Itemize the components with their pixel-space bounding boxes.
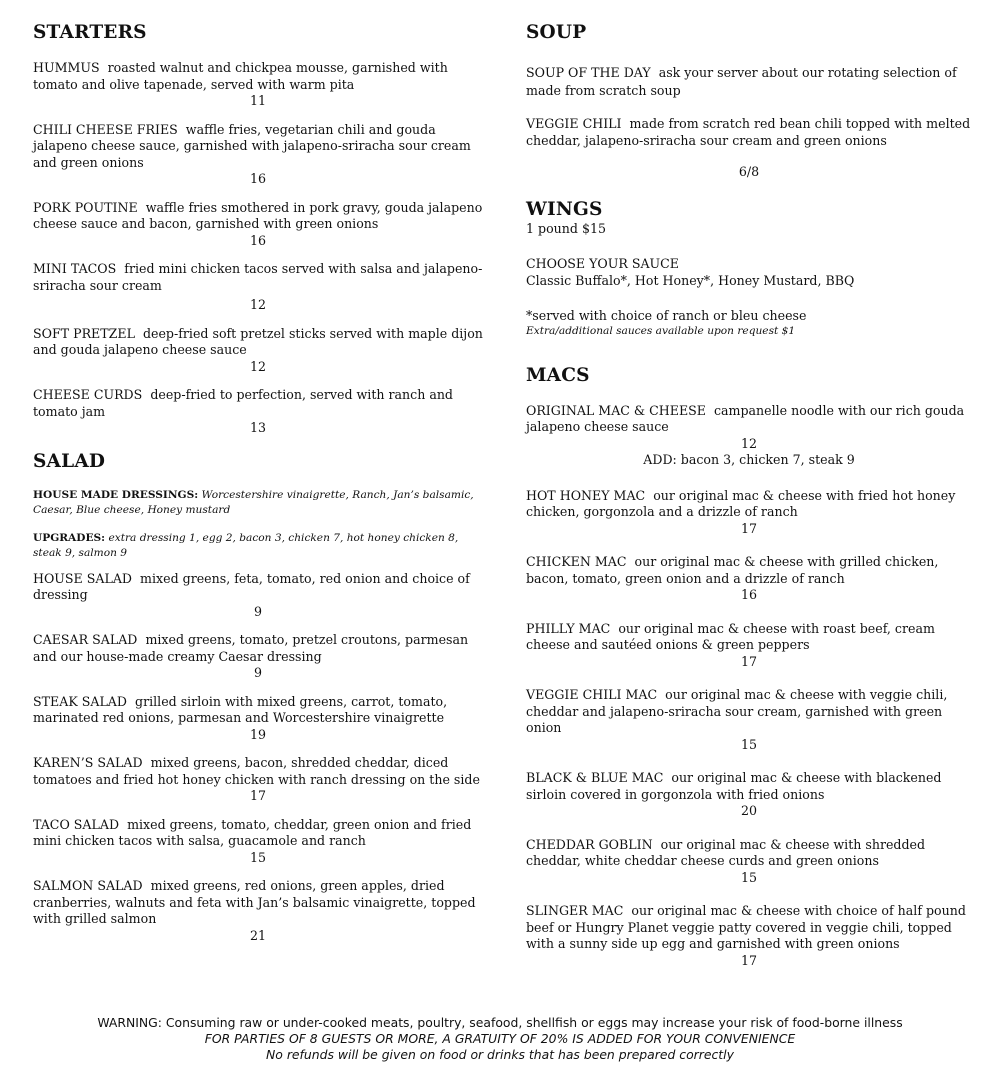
- soup-heading: SOUP: [526, 22, 587, 43]
- starters-item: [33, 122, 483, 172]
- item-price: 13: [249, 420, 267, 435]
- gratuity-notice: FOR PARTIES OF 8 GUESTS OR MORE, A GRATUITY OF 20% IS ADDED FOR YOUR CONVENIENCE: [204, 1031, 796, 1046]
- item-name: BLACK & BLUE MAC: [526, 770, 664, 785]
- item-name: CHICKEN MAC: [526, 554, 627, 569]
- mac-item: [526, 837, 972, 870]
- item-desc: our original mac & cheese with shredded cheddar, white cheddar cheese curds and green onions: [526, 836, 926, 868]
- item-desc: deep-fried to perfection, served with ranch and tomato jam: [33, 387, 453, 419]
- starters-heading: STARTERS: [33, 22, 147, 43]
- mac-item: [526, 621, 972, 654]
- mac-item: [526, 903, 972, 953]
- item-desc: mixed greens, tomato, cheddar, green onion and fried mini chicken tacos with salsa, guacamole and ranch: [33, 816, 472, 848]
- starters-item: [33, 261, 483, 294]
- item-name: SLINGER MAC: [526, 903, 624, 918]
- soup-item: [526, 64, 972, 99]
- dressings-text: Worcestershire vinaigrette, Ranch, Jan’s balsamic, Caesar, Blue cheese, Honey mustard: [33, 488, 474, 516]
- item-price: 11: [249, 93, 267, 108]
- item-name: TACO SALAD: [33, 816, 120, 832]
- item-desc: mixed greens, feta, tomato, red onion and choice of dressing: [33, 570, 470, 602]
- item-price: 17: [249, 788, 267, 803]
- item-desc: our original mac & cheese with roast beef, cream cheese and sautéed onions & green peppers: [526, 620, 935, 652]
- served-note: *served with choice of ranch or bleu cheese: [526, 307, 807, 323]
- mac-item: [526, 770, 972, 803]
- food-safety-warning: WARNING: Consuming raw or under-cooked meats, poultry, seafood, shellfish or eggs may increase your risk of food-borne illness: [97, 1015, 903, 1030]
- mac-add-ons: ADD: bacon 3, chicken 7, steak 9: [643, 452, 855, 467]
- item-desc: grilled sirloin with mixed greens, carrot, tomato, marinated red onions, parmesan and Worcestershire vinaigrette: [33, 693, 448, 725]
- item-name: STEAK SALAD: [33, 693, 128, 709]
- item-name: HOUSE SALAD: [33, 570, 133, 586]
- salad-item: [33, 632, 483, 665]
- starters-item: [33, 326, 483, 359]
- sauce-list: Classic Buffalo*, Hot Honey*, Honey Mustard, BBQ: [526, 272, 855, 288]
- item-price: 17: [740, 653, 758, 669]
- item-name: CHEDDAR GOBLIN: [526, 836, 653, 852]
- item-name: SALMON SALAD: [33, 878, 143, 893]
- salad-item: [33, 878, 483, 928]
- item-price: 16: [249, 171, 267, 186]
- item-desc: fried mini chicken tacos served with salsa and jalapeno-sriracha sour cream: [33, 261, 483, 293]
- item-desc: waffle fries, vegetarian chili and gouda jalapeno cheese sauce, garnished with jalapeno-sriracha sour cream and green onions: [33, 121, 471, 170]
- item-price: 20: [740, 803, 758, 818]
- item-desc: our original mac & cheese with blackened sirloin covered in gorgonzola with fried onions: [526, 770, 942, 802]
- item-name: KAREN’S SALAD: [33, 755, 143, 770]
- macs-heading: MACS: [526, 364, 590, 386]
- item-price: 12: [249, 297, 267, 312]
- item-desc: mixed greens, bacon, shredded cheddar, diced tomatoes and fried hot honey chicken with ranch dressing on the side: [33, 755, 480, 787]
- item-price: 16: [249, 232, 267, 248]
- item-price: 21: [249, 927, 267, 943]
- item-price: 17: [740, 520, 758, 536]
- wings-heading: WINGS: [526, 198, 603, 220]
- item-name: PORK POUTINE: [33, 199, 138, 215]
- item-price: 9: [253, 603, 262, 619]
- item-desc: roasted walnut and chickpea mousse, garnished with tomato and olive tapenade, served with warm pita: [33, 60, 448, 92]
- upgrades-label: UPGRADES:: [33, 531, 106, 544]
- extra-sauce-note: Extra/additional sauces available upon request $1: [526, 324, 796, 337]
- item-price: 17: [740, 952, 758, 968]
- salad-item: [33, 571, 483, 604]
- starters-item: [33, 60, 483, 93]
- item-price: 15: [249, 849, 267, 865]
- item-price: 15: [740, 736, 758, 752]
- item-name: CHILI CHEESE FRIES: [33, 121, 178, 137]
- item-name: VEGGIE CHILI: [526, 116, 622, 131]
- mac-item: [526, 488, 972, 521]
- item-desc: deep-fried soft pretzel sticks served with maple dijon and gouda jalapeno cheese sauce: [33, 325, 483, 357]
- item-price: 16: [740, 587, 758, 602]
- salad-heading: SALAD: [33, 450, 106, 472]
- item-name: MINI TACOS: [33, 261, 117, 276]
- left-column: [33, 22, 483, 944]
- item-desc: our original mac & cheese with fried hot honey chicken, gorgonzola and a drizzle of ranch: [526, 487, 956, 519]
- item-name: HOT HONEY MAC: [526, 487, 646, 503]
- mac-item: [526, 687, 972, 737]
- soup-price: 6/8: [738, 164, 760, 179]
- refund-notice: No refunds will be given on food or drinks that has been prepared correctly: [266, 1047, 734, 1062]
- sauce-label: CHOOSE YOUR SAUCE: [526, 255, 679, 271]
- menu-footer: [0, 1015, 1000, 1063]
- item-desc: campanelle noodle with our rich gouda jalapeno cheese sauce: [526, 402, 965, 434]
- soup-item: [526, 116, 972, 149]
- item-desc: our original mac & cheese with grilled chicken, bacon, tomato, green onion and a drizzle of ranch: [526, 554, 939, 586]
- right-column: [526, 22, 972, 969]
- item-desc: our original mac & cheese with veggie chili, cheddar and jalapeno-sriracha sour cream, garnished with green onion: [526, 687, 948, 735]
- item-name: PHILLY MAC: [526, 620, 611, 636]
- item-desc: ask your server about our rotating selection of made from scratch soup: [526, 65, 957, 98]
- item-desc: mixed greens, red onions, green apples, dried cranberries, walnuts and feta with Jan’s balsamic vinaigrette, topped with grilled salmon: [33, 878, 476, 926]
- item-desc: mixed greens, tomato, pretzel croutons, parmesan and our house-made creamy Caesar dressing: [33, 632, 469, 664]
- item-name: SOUP OF THE DAY: [526, 65, 651, 80]
- wings-size: 1 pound $15: [526, 220, 606, 236]
- item-name: CAESAR SALAD: [33, 632, 138, 647]
- dressings-label: HOUSE MADE DRESSINGS:: [33, 488, 199, 501]
- dressings-note: [33, 488, 483, 518]
- item-name: CHEESE CURDS: [33, 387, 143, 402]
- item-name: ORIGINAL MAC & CHEESE: [526, 402, 706, 418]
- item-desc: made from scratch red bean chili topped with melted cheddar, jalapeno-sriracha sour cream and green onions: [526, 116, 971, 148]
- item-price: 15: [740, 869, 758, 885]
- item-desc: waffle fries smothered in pork gravy, gouda jalapeno cheese sauce and bacon, garnished with green onions: [33, 199, 483, 231]
- salad-item: [33, 755, 483, 788]
- salad-item: [33, 817, 483, 850]
- mac-item: [526, 554, 972, 587]
- mac-item: [526, 403, 972, 436]
- salad-item: [33, 694, 483, 727]
- starters-item: [33, 200, 483, 233]
- item-name: VEGGIE CHILI MAC: [526, 687, 658, 702]
- item-price: 9: [253, 665, 262, 680]
- upgrades-text: extra dressing 1, egg 2, bacon 3, chicken 7, hot honey chicken 8, steak 9, salmon 9: [33, 531, 459, 559]
- item-price: 12: [740, 435, 758, 451]
- item-price: 12: [249, 358, 267, 374]
- upgrades-note: [33, 531, 483, 561]
- item-name: SOFT PRETZEL: [33, 325, 135, 341]
- item-desc: our original mac & cheese with choice of half pound beef or Hungry Planet veggie patty covered in veggie chili, topped with a sunny side up egg and garnished with green onions: [526, 903, 966, 951]
- item-price: 19: [249, 726, 267, 742]
- item-name: HUMMUS: [33, 60, 100, 75]
- starters-item: [33, 387, 483, 420]
